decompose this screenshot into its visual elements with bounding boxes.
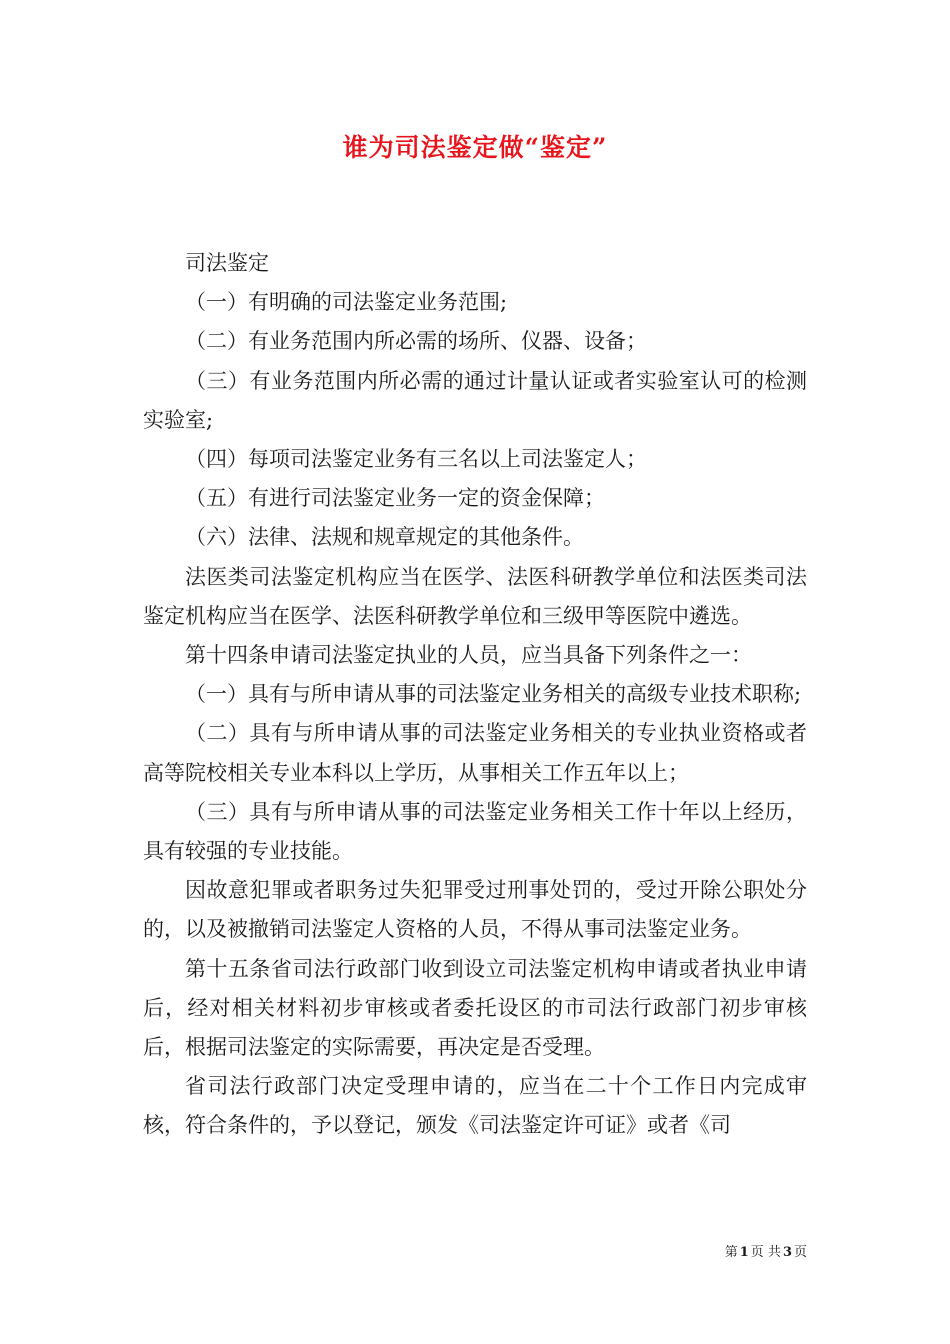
paragraph: 法医类司法鉴定机构应当在医学、法医科研教学单位和法医类司法鉴定机构应当在医学、法医科研教学单位和三级甲等医院中遴选。 <box>143 564 807 628</box>
footer-suffix: 页 <box>793 1245 807 1260</box>
paragraph: （二）有业务范围内所必需的场所、仪器、设备； <box>185 329 647 354</box>
footer-prefix: 第 <box>724 1245 738 1260</box>
paragraph: （五）有进行司法鉴定业务一定的资金保障； <box>185 486 605 511</box>
paragraph: （一）具有与所申请从事的司法鉴定业务相关的高级专业技术职称; <box>185 682 802 707</box>
paragraph: （三）有业务范围内所必需的通过计量认证或者实验室认可的检测实验室; <box>143 368 807 432</box>
paragraph: 第十四条申请司法鉴定执业的人员，应当具备下列条件之一： <box>185 643 752 668</box>
paragraph: 第十五条省司法行政部门收到设立司法鉴定机构申请或者执业申请后，经对相关材料初步审核或者委托设区的市司法行政部门初步审核后，根据司法鉴定的实际需要，再决定是否受理。 <box>143 956 807 1060</box>
paragraph: （一）有明确的司法鉴定业务范围; <box>185 290 508 315</box>
document-title: 谁为司法鉴定做“鉴定” <box>342 133 608 162</box>
current-page-number: 1 <box>739 1245 749 1260</box>
paragraph: （二）具有与所申请从事的司法鉴定业务相关的专业执业资格或者高等院校相关专业本科以上学历，从事相关工作五年以上； <box>143 721 807 785</box>
paragraph: 省司法行政部门决定受理申请的，应当在二十个工作日内完成审核，符合条件的，予以登记，颁发《司法鉴定许可证》或者《司 <box>143 1074 807 1138</box>
document-body <box>143 244 807 1146</box>
page-number-footer <box>725 1241 807 1260</box>
paragraph: 司法鉴定 <box>185 251 269 275</box>
paragraph: （六）法律、法规和规章规定的其他条件。 <box>185 525 584 550</box>
footer-middle: 页 共 <box>750 1245 781 1260</box>
paragraph: （三）具有与所申请从事的司法鉴定业务相关工作十年以上经历，具有较强的专业技能。 <box>143 799 807 864</box>
total-pages-number: 3 <box>782 1245 792 1260</box>
paragraph: 因故意犯罪或者职务过失犯罪受过刑事处罚的，受过开除公职处分的，以及被撤销司法鉴定人资格的人员，不得从事司法鉴定业务。 <box>143 878 807 942</box>
paragraph: （四）每项司法鉴定业务有三名以上司法鉴定人； <box>185 447 647 472</box>
